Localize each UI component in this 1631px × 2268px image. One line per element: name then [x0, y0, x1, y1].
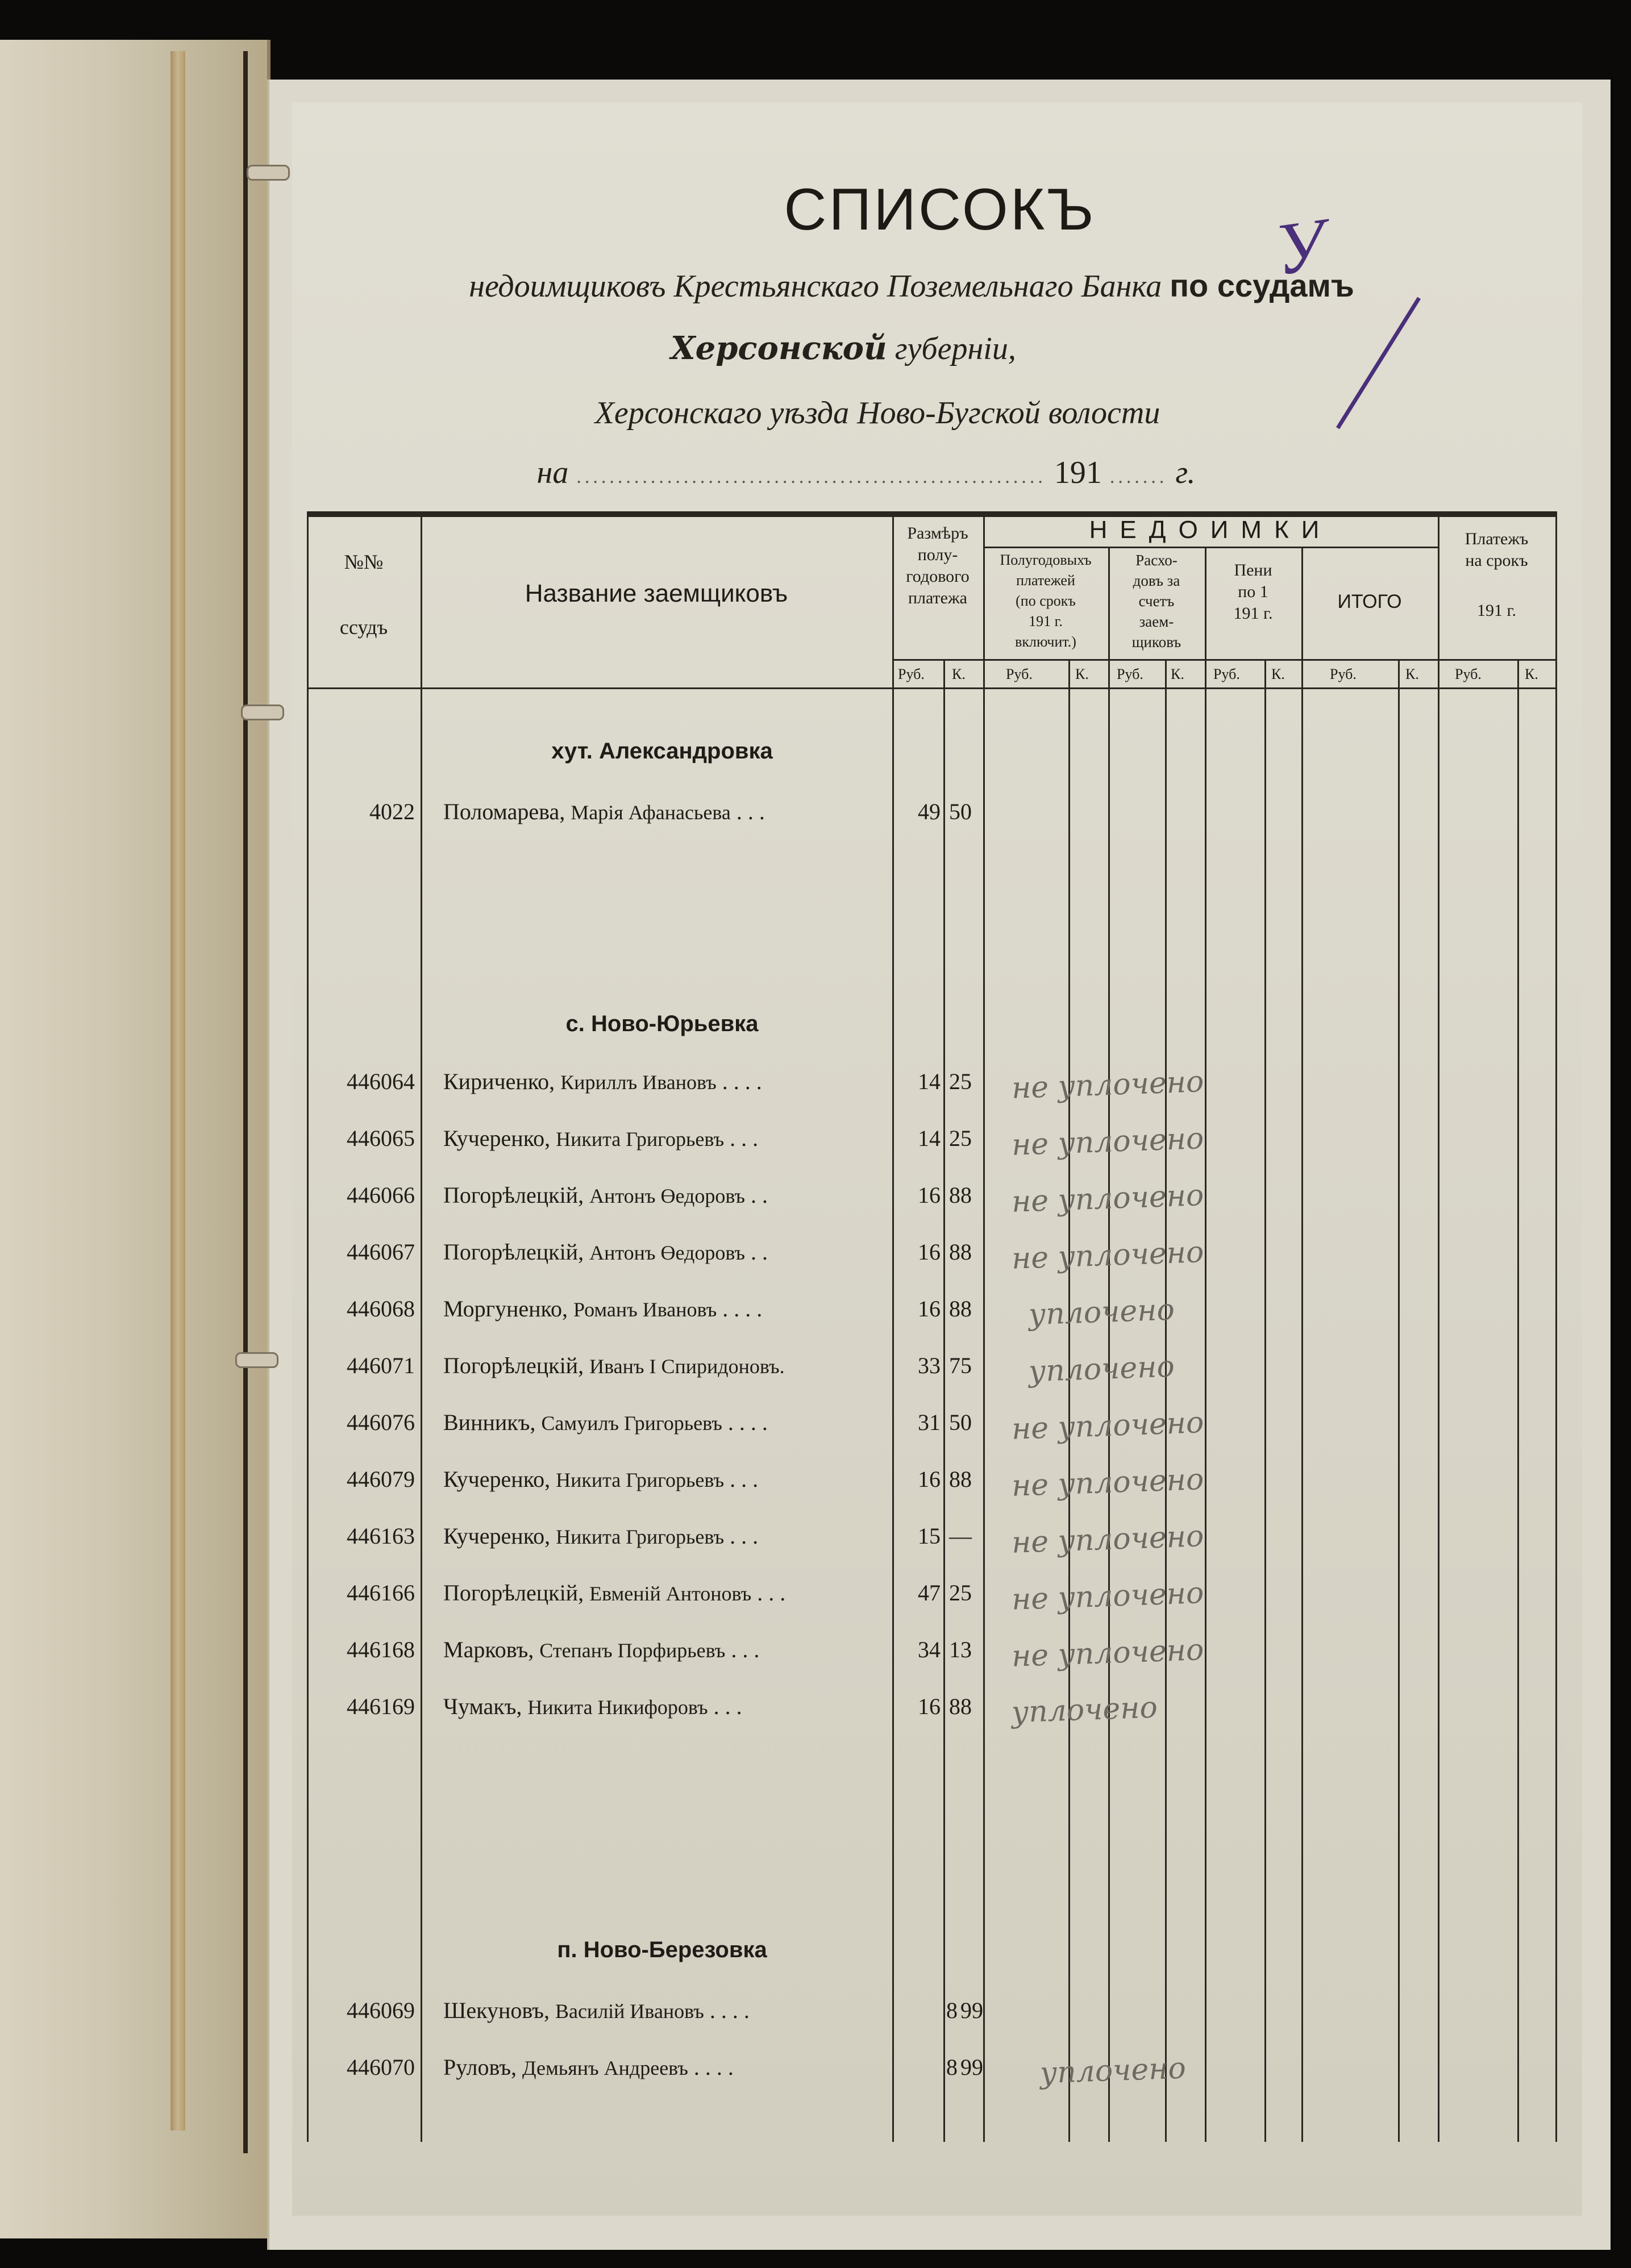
payment-kop: 25: [949, 1580, 972, 1606]
payment-rub: 15: [918, 1523, 941, 1549]
loan-number: 446065: [347, 1125, 415, 1151]
given-name: Кириллъ Ивановъ: [560, 1071, 717, 1094]
borrower-name: [443, 1523, 909, 1549]
surname: Кучеренко,: [443, 1466, 551, 1492]
surname: Погорѣлецкій,: [443, 1239, 584, 1265]
header-line: Размѣръ: [907, 524, 968, 543]
borrower-name: [443, 1579, 909, 1606]
loan-number: 446067: [347, 1239, 415, 1265]
rub-label: Руб.: [1330, 666, 1357, 682]
leader-dots: . . . .: [693, 2054, 734, 2080]
semiannual-header: [983, 550, 1108, 652]
province-line: [173, 330, 1514, 367]
payment-size-header: [892, 523, 983, 609]
borrower-name: [443, 798, 909, 825]
payment-kop: 88: [949, 1239, 972, 1265]
kop-divider: [1517, 659, 1519, 2142]
given-name: Никита Григорьевъ: [556, 1525, 725, 1548]
handwritten-note: уплочено: [1028, 1349, 1175, 1389]
province-handwritten: Херсонской: [671, 330, 887, 367]
given-name: Степанъ Порфирьевъ: [539, 1639, 726, 1662]
expenses-header: [1108, 550, 1205, 652]
kop-divider: [1068, 659, 1070, 2142]
borrower-name: [443, 1997, 909, 2024]
loan-number: 446068: [347, 1296, 415, 1321]
date-blank: .........................................................: [576, 466, 1046, 487]
kop-label: К.: [952, 666, 966, 682]
leader-dots: . .: [751, 1182, 768, 1208]
header-line: по 1: [1238, 582, 1268, 601]
header-line: годового: [906, 567, 970, 586]
loan-number: 446066: [347, 1182, 415, 1208]
col-divider: [1301, 547, 1303, 2142]
table-row: [307, 1997, 1557, 2037]
given-name: Василій Ивановъ: [555, 2000, 704, 2023]
handwritten-note: не уплочено: [1011, 1178, 1205, 1219]
kop-divider: [943, 659, 945, 2142]
given-name: Марія Афанасьева: [571, 801, 731, 824]
leader-dots: . .: [751, 1239, 768, 1265]
given-name: Евменій Антоновъ: [589, 1582, 752, 1605]
header-line: Полугодовыхъ: [1000, 552, 1092, 568]
handwritten-note: не уплочено: [1011, 1576, 1205, 1617]
col-divider: [1205, 547, 1206, 2142]
table-row: [307, 798, 1557, 838]
loan-number: 446169: [347, 1694, 415, 1719]
date-line: [195, 455, 1537, 491]
date-year: 191: [1054, 455, 1102, 490]
table-row: [307, 1519, 1557, 1562]
header-line: щиковъ: [1131, 633, 1181, 651]
table-row: [307, 1576, 1557, 1619]
total-header: ИТОГО: [1337, 591, 1402, 612]
payment-rub: 16: [918, 1694, 941, 1719]
payment-kop: 99: [960, 1998, 983, 2023]
borrower-name: [443, 1466, 909, 1492]
rub-label: Руб.: [1213, 666, 1240, 682]
settlement-heading: с. Ново-Юрьевка: [565, 1011, 759, 1036]
handwritten-note: уплочено: [1011, 1690, 1158, 1730]
surname: Кириченко,: [443, 1069, 555, 1094]
rub-label: Руб.: [1117, 666, 1143, 682]
subtitle-part1: недоимщиковъ Крестьянскаго Поземельнаго Банка: [469, 269, 1162, 304]
given-name: Самуилъ Григорьевъ: [541, 1412, 722, 1435]
handwritten-note: не уплочено: [1011, 1633, 1205, 1674]
kop-divider: [1165, 659, 1167, 2142]
table-row: [307, 1122, 1557, 1165]
kop-label: К.: [1525, 666, 1538, 682]
header-line: полу-: [917, 545, 958, 564]
borrower-name: [443, 1239, 909, 1265]
date-prefix: на: [536, 455, 569, 490]
table-row: [307, 1633, 1557, 1676]
payment-rub: 16: [918, 1466, 941, 1492]
loan-number: 4022: [369, 799, 415, 824]
given-name: Романъ Ивановъ: [573, 1298, 717, 1321]
kop-label: К.: [1075, 666, 1089, 682]
borrower-name: [443, 1125, 909, 1152]
handwritten-note: не уплочено: [1011, 1462, 1205, 1503]
surname: Марковъ,: [443, 1637, 534, 1662]
surname: Руловъ,: [443, 2054, 517, 2080]
payment-rub: 14: [918, 1125, 941, 1151]
payment-due-header: [1438, 528, 1555, 622]
subtitle-line: [241, 267, 1582, 305]
surname: Чумакъ,: [443, 1694, 522, 1719]
header-line: платежей: [1016, 572, 1075, 589]
subtitle-part2: по ссудамъ: [1170, 268, 1354, 303]
given-name: Демьянъ Андреевъ: [522, 2057, 688, 2079]
payment-rub: 33: [918, 1353, 941, 1378]
loan-number: 446069: [347, 1998, 415, 2023]
loan-no-header-sub: ссудъ: [339, 616, 388, 639]
rub-label: Руб.: [898, 666, 925, 682]
payment-rub: 16: [918, 1239, 941, 1265]
header-line: Платежъ: [1464, 530, 1529, 548]
surname: Кучеренко,: [443, 1125, 551, 1151]
given-name: Никита Никифоровъ: [527, 1696, 708, 1719]
header-line: Пени: [1234, 561, 1272, 579]
surname: Шекуновъ,: [443, 1998, 550, 2023]
handwritten-note: не уплочено: [1011, 1235, 1205, 1276]
kop-label: К.: [1271, 666, 1285, 682]
loan-number: 446064: [347, 1069, 415, 1094]
loan-number: 446079: [347, 1466, 415, 1492]
table-row: [307, 1065, 1557, 1108]
loan-no-header: №№: [344, 551, 384, 573]
handwritten-note: не уплочено: [1011, 1519, 1205, 1560]
kop-label: К.: [1171, 666, 1184, 682]
borrower-name: [443, 1068, 909, 1095]
date-blank: .......: [1109, 466, 1168, 487]
handwritten-note: не уплочено: [1011, 1065, 1205, 1106]
kop-divider: [1264, 659, 1266, 2142]
surname: Кучеренко,: [443, 1523, 551, 1549]
leader-dots: . . . .: [722, 1069, 762, 1094]
arrears-rule: [983, 547, 1438, 548]
table-row: [307, 1295, 1557, 1335]
payment-rub: 8: [946, 1998, 958, 2023]
payment-rub: 49: [918, 799, 941, 824]
header-rule: [307, 687, 1557, 689]
payment-rub: 34: [918, 1637, 941, 1662]
given-name: Антонъ Өедоровъ: [589, 1185, 746, 1207]
leader-dots: . . .: [713, 1694, 742, 1719]
handwritten-note: уплочено: [1028, 1293, 1175, 1332]
header-line: довъ за: [1133, 572, 1180, 589]
penalty-header: [1205, 560, 1301, 624]
handwritten-note: не уплочено: [1011, 1406, 1205, 1446]
header-line: 191 г.: [1029, 613, 1063, 629]
leader-dots: . . . .: [709, 1998, 750, 2023]
payment-kop: 88: [949, 1182, 972, 1208]
surname: Погорѣлецкій,: [443, 1353, 584, 1378]
rub-label: Руб.: [1455, 666, 1482, 682]
header-line: 191 г.: [1477, 601, 1516, 620]
given-name: Антонъ Өедоровъ: [589, 1241, 746, 1264]
kop-divider: [1398, 659, 1400, 2142]
payment-kop: 50: [949, 1410, 972, 1435]
borrower-name: [443, 1182, 909, 1208]
binding-thread: [241, 704, 284, 720]
header-line: счетъ: [1138, 593, 1175, 610]
payment-rub: 16: [918, 1296, 941, 1321]
arrears-table: [307, 511, 1557, 2142]
table-row: [307, 2051, 1557, 2094]
arrears-header: НЕДОИМКИ: [1089, 516, 1332, 544]
leader-dots: . . . .: [722, 1296, 763, 1321]
payment-kop: 25: [949, 1069, 972, 1094]
payment-kop: 13: [949, 1637, 972, 1662]
table-row: [307, 1235, 1557, 1278]
table-row: [307, 1406, 1557, 1449]
payment-kop: 75: [949, 1353, 972, 1378]
province-suffix: губерніи,: [894, 331, 1016, 366]
loan-number: 446076: [347, 1410, 415, 1435]
leader-dots: . . .: [730, 1125, 759, 1151]
leader-dots: . . .: [730, 1466, 759, 1492]
surname: Моргуненко,: [443, 1296, 568, 1321]
rub-label: Руб.: [1006, 666, 1033, 682]
date-suffix: г.: [1175, 455, 1196, 490]
payment-rub: 16: [918, 1182, 941, 1208]
table-row: [307, 1178, 1557, 1221]
header-line: 191 г.: [1233, 604, 1273, 623]
header-line: Расхо-: [1135, 552, 1178, 569]
leader-dots: . . .: [730, 1523, 759, 1549]
subheader-rule: [892, 659, 1557, 661]
borrower-name: [443, 1693, 909, 1720]
borrower-name: [443, 1409, 909, 1436]
table-row: [307, 1349, 1557, 1392]
handwritten-note: уплочено: [1039, 2051, 1187, 2091]
payment-kop: 88: [949, 1466, 972, 1492]
table-row: [307, 1462, 1557, 1506]
surname: Погорѣлецкій,: [443, 1182, 584, 1208]
leader-dots: . . .: [731, 1637, 760, 1662]
col-divider: [1108, 547, 1110, 2142]
payment-kop: 50: [949, 799, 972, 824]
header-line: заем-: [1139, 613, 1174, 630]
borrower-name: [443, 1352, 909, 1379]
borrower-name: [443, 2054, 909, 2081]
borrower-name: [443, 1636, 909, 1663]
leader-dots: . . .: [736, 799, 765, 824]
header-line: (по срокъ: [1016, 593, 1076, 609]
payment-kop: —: [949, 1523, 972, 1549]
handwritten-note: не уплочено: [1011, 1122, 1205, 1162]
loan-number: 446071: [347, 1353, 415, 1378]
loan-number: 446166: [347, 1580, 415, 1606]
header-line: платежа: [908, 589, 968, 607]
payment-kop: 99: [960, 2054, 983, 2080]
header-line: включит.): [1015, 633, 1076, 650]
handwritten-mark: У: [1270, 203, 1331, 291]
table-row: [307, 1690, 1557, 1733]
kop-label: К.: [1405, 666, 1419, 682]
payment-rub: 31: [918, 1410, 941, 1435]
left-page-margin: [0, 40, 271, 2238]
loan-number: 446168: [347, 1637, 415, 1662]
binding-thread: [235, 1352, 278, 1368]
given-name: Иванъ I Спиридоновъ.: [589, 1355, 785, 1378]
surname: Погорѣлецкій,: [443, 1580, 584, 1606]
payment-kop: 25: [949, 1125, 972, 1151]
payment-kop: 88: [949, 1296, 972, 1321]
surname: Поломарева,: [443, 799, 565, 824]
document-title: СПИСОКЪ: [784, 177, 1096, 243]
payment-kop: 88: [949, 1694, 972, 1719]
borrower-name: [443, 1295, 909, 1322]
settlement-heading: хут. Александровка: [551, 739, 773, 764]
header-line: на срокъ: [1465, 551, 1528, 570]
loan-number: 446163: [347, 1523, 415, 1549]
district-line: Херсонскаго уѣзда Ново-Бугской волости: [594, 395, 1160, 431]
payment-rub: 14: [918, 1069, 941, 1094]
surname: Винникъ,: [443, 1410, 536, 1435]
leader-dots: . . . .: [727, 1410, 768, 1435]
loan-number: 446070: [347, 2054, 415, 2080]
payment-rub: 8: [946, 2054, 958, 2080]
given-name: Никита Григорьевъ: [556, 1128, 725, 1150]
settlement-heading: п. Ново-Березовка: [557, 1937, 767, 1962]
payment-rub: 47: [918, 1580, 941, 1606]
given-name: Никита Григорьевъ: [556, 1469, 725, 1491]
leader-dots: . . .: [757, 1580, 786, 1606]
borrower-name-header: Название заемщиковъ: [525, 579, 788, 607]
